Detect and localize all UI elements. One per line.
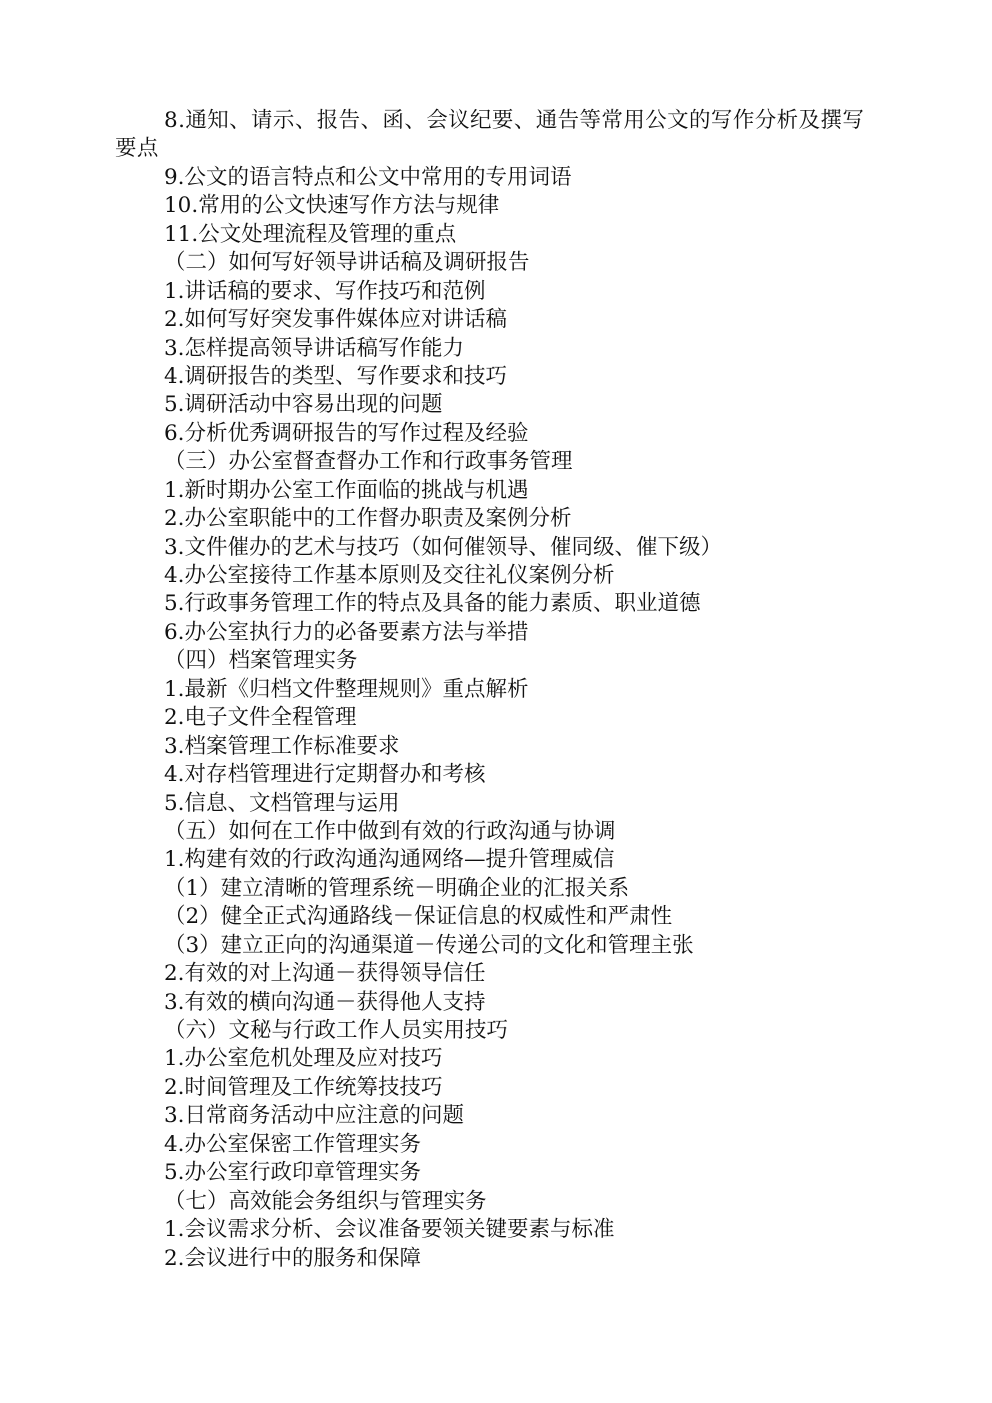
list-item: 1.构建有效的行政沟通沟通网络—提升管理威信: [164, 847, 615, 873]
list-item: 3.文件催办的艺术与技巧（如何催领导、催同级、催下级）: [164, 534, 723, 560]
list-item: 4.办公室接待工作基本原则及交往礼仪案例分析: [164, 563, 615, 589]
list-item: 9.公文的语言特点和公文中常用的专用词语: [164, 164, 572, 190]
list-item: 2.电子文件全程管理: [164, 705, 357, 731]
list-item: 8.通知、请示、报告、函、会议纪要、通告等常用公文的写作分析及撰写要点: [115, 108, 865, 162]
section-heading: （三）办公室督查督办工作和行政事务管理: [164, 449, 573, 475]
list-item: 2.有效的对上沟通－获得领导信任: [164, 961, 486, 987]
section-heading: （四）档案管理实务: [164, 648, 358, 674]
list-item: 5.办公室行政印章管理实务: [164, 1160, 422, 1186]
sub-list-item: （2）健全正式沟通路线－保证信息的权威性和严肃性: [164, 904, 673, 930]
section-heading: （五）如何在工作中做到有效的行政沟通与协调: [164, 818, 616, 844]
list-item: 3.日常商务活动中应注意的问题: [164, 1103, 465, 1129]
list-item: 1.会议需求分析、会议准备要领关键要素与标准: [164, 1217, 615, 1243]
list-item: 5.信息、文档管理与运用: [164, 790, 400, 816]
list-item: 4.办公室保密工作管理实务: [164, 1131, 422, 1157]
list-item: 5.行政事务管理工作的特点及具备的能力素质、职业道德: [164, 591, 701, 617]
list-item: 1.讲话稿的要求、写作技巧和范例: [164, 278, 486, 304]
list-item: 1.新时期办公室工作面临的挑战与机遇: [164, 477, 529, 503]
list-item: 5.调研活动中容易出现的问题: [164, 392, 443, 418]
list-item: 3.怎样提高领导讲话稿写作能力: [164, 335, 465, 361]
sub-list-item: （1）建立清晰的管理系统－明确企业的汇报关系: [164, 875, 630, 901]
list-item: 2.时间管理及工作统筹技技巧: [164, 1074, 443, 1100]
list-item: 6.分析优秀调研报告的写作过程及经验: [164, 420, 529, 446]
list-item: 4.调研报告的类型、写作要求和技巧: [164, 363, 508, 389]
document-body: [115, 107, 885, 1273]
list-item: 1.最新《归档文件整理规则》重点解析: [164, 676, 529, 702]
list-item: 3.有效的横向沟通－获得他人支持: [164, 989, 486, 1015]
list-item: 1.办公室危机处理及应对技巧: [164, 1046, 443, 1072]
section-heading: （七）高效能会务组织与管理实务: [164, 1188, 487, 1214]
list-item: 10.常用的公文快速写作方法与规律: [164, 193, 500, 219]
list-item: 3.档案管理工作标准要求: [164, 733, 400, 759]
list-item: 6.办公室执行力的必备要素方法与举措: [164, 619, 529, 645]
list-item: 2.如何写好突发事件媒体应对讲话稿: [164, 307, 508, 333]
section-heading: （六）文秘与行政工作人员实用技巧: [164, 1018, 509, 1044]
list-item: 11.公文处理流程及管理的重点: [164, 221, 457, 247]
section-heading: （二）如何写好领导讲话稿及调研报告: [164, 250, 530, 276]
sub-list-item: （3）建立正向的沟通渠道－传递公司的文化和管理主张: [164, 932, 694, 958]
list-item: 4.对存档管理进行定期督办和考核: [164, 762, 486, 788]
list-item: 2.会议进行中的服务和保障: [164, 1245, 422, 1271]
list-item: 2.办公室职能中的工作督办职责及案例分析: [164, 506, 572, 532]
